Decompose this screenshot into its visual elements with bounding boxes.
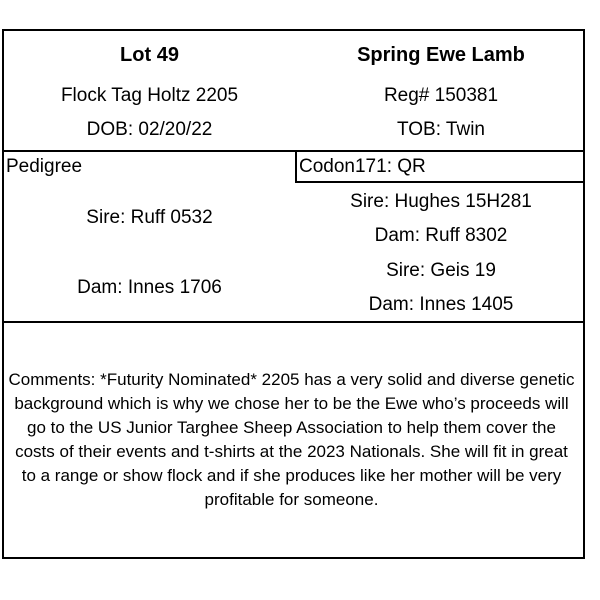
sire-dam: Dam: Ruff 8302 (374, 225, 508, 246)
divider-pedigree-top (2, 150, 585, 152)
type-of-birth: TOB: Twin (397, 119, 485, 140)
lot-title: Lot 49 (120, 44, 179, 66)
dam: Dam: Innes 1706 (77, 277, 222, 298)
divider-codon-bottom (295, 181, 585, 183)
divider-codon-left (295, 150, 297, 183)
pedigree-label: Pedigree (6, 156, 83, 177)
sire-sire: Sire: Hughes 15H281 (350, 191, 532, 212)
comments-text: Comments: *Futurity Nominated* 2205 has a very solid and diverse genetic background which is why we chose her to be the Ewe who’s proceeds will go to the US Junior Targhee Sheep Association to help them cover the costs of their events and t-shirts at the 2023 Nationals. She will fit in great to a range or show flock and if she produces like her mother will be very profitable for someone. (8, 370, 575, 509)
flock-tag: Flock Tag Holtz 2205 (60, 85, 239, 106)
registration-number: Reg# 150381 (383, 85, 499, 106)
dam-sire: Sire: Geis 19 (386, 260, 496, 281)
divider-comments-top (2, 321, 585, 323)
codon-label: Codon171: QR (299, 156, 426, 177)
dob: DOB: 02/20/22 (86, 119, 213, 140)
dam-dam: Dam: Innes 1405 (368, 294, 514, 315)
animal-type: Spring Ewe Lamb (357, 44, 525, 66)
sire: Sire: Ruff 0532 (86, 207, 213, 228)
